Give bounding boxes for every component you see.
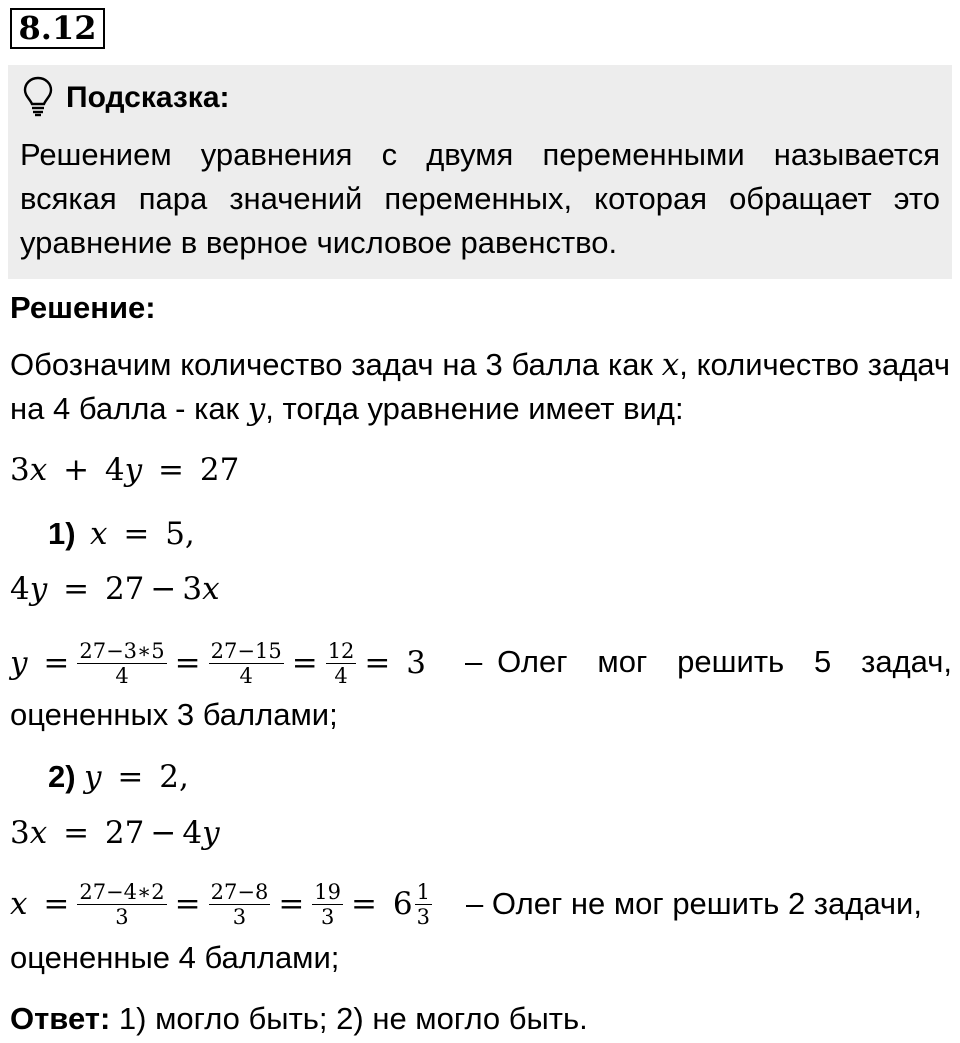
case2-frac2 [209, 880, 271, 929]
case1-step: 4y = 27 − 3x [10, 571, 220, 607]
case1-frac2-num: 27−15 [210, 638, 282, 663]
case2-frac2-den: 3 [232, 904, 247, 929]
intro-var-y: y [247, 391, 266, 427]
case2-frac1-num: 27−4∗2 [79, 879, 165, 904]
case1-frac3-den: 4 [334, 663, 348, 688]
intro-part2: , количество задач на 4 балла - как [10, 347, 951, 426]
hint-text: Решением уравнения с двумя переменными называется всякая пара значений переменных, которая обращает это уравнение в верное числовое равенство. [20, 137, 940, 260]
answer [10, 997, 588, 1041]
case1-condition: x = 5, [90, 516, 195, 552]
case1-frac1 [77, 639, 166, 688]
answer-text: 1) могло быть; 2) не могло быть. [110, 1001, 588, 1036]
case2-conclusion-line2: оцененные 4 баллами; [10, 940, 340, 975]
case2-frac1 [77, 880, 166, 929]
case2-step: 3x = 27 − 4y [10, 815, 220, 851]
case1-frac2-den: 4 [239, 663, 253, 688]
task-number: 8.12 [10, 8, 105, 49]
case2-frac3-num: 19 [314, 879, 342, 904]
solution-intro [10, 343, 950, 431]
case2-condition: y = 2, [84, 759, 189, 795]
case1-frac2 [209, 639, 284, 688]
case2-label: 2) [48, 759, 76, 794]
answer-label: Ответ: [10, 1001, 111, 1036]
case2-conclusion-line1: – Олег не мог решить 2 задачи, [466, 886, 922, 921]
solution-title: Решение: [10, 290, 156, 325]
main-equation: 3x + 4y = 27 [10, 452, 240, 488]
case2-frac2-num: 27−8 [210, 879, 269, 904]
intro-var-x: x [661, 347, 680, 383]
case2-lhs: x = [10, 886, 70, 922]
case2-header [48, 755, 189, 803]
hint-title: Подсказка: [66, 81, 230, 114]
case2-calc: x = $\frac{27-4∗2}{3}$ = $\frac{27-8}{3}$ = $\frac{19}{3}$ = 6 $\frac{1}{3}$ [10, 879, 430, 929]
case1-header [48, 512, 195, 560]
case1-lhs: y = [10, 645, 70, 681]
case2-frac1-den: 3 [115, 904, 129, 929]
intro-part3: , тогда уравнение имеет вид: [265, 391, 684, 426]
case2-result-frac [415, 880, 432, 929]
case1-conclusion-line1: – Олег мог решить 5 задач, [465, 644, 952, 679]
case2-result-frac-den: 3 [416, 904, 430, 929]
case2-frac3 [312, 880, 343, 929]
case2-result-frac-num: 1 [416, 879, 430, 904]
case1-conclusion-line2: оцененных 3 баллами; [10, 697, 338, 732]
case1-calc: y = $\frac{27-3∗5}{4}$ = $\frac{27-15}{4}$ = $\frac{12}{4}$ = 3 [10, 638, 426, 688]
intro-part1: Обозначим количество задач на 3 балла как [10, 347, 662, 382]
case2-result-whole: = 6 [351, 886, 413, 922]
case2-frac3-den: 3 [320, 904, 335, 929]
case1-frac1-den: 4 [115, 663, 129, 688]
case1-frac1-num: 27−3∗5 [79, 638, 165, 663]
case1-label: 1) [48, 516, 76, 551]
lightbulb-icon [22, 75, 54, 117]
case1-frac3-num: 12 [327, 638, 355, 663]
case1-frac3 [326, 639, 357, 688]
case1-result: = 3 [364, 645, 426, 681]
